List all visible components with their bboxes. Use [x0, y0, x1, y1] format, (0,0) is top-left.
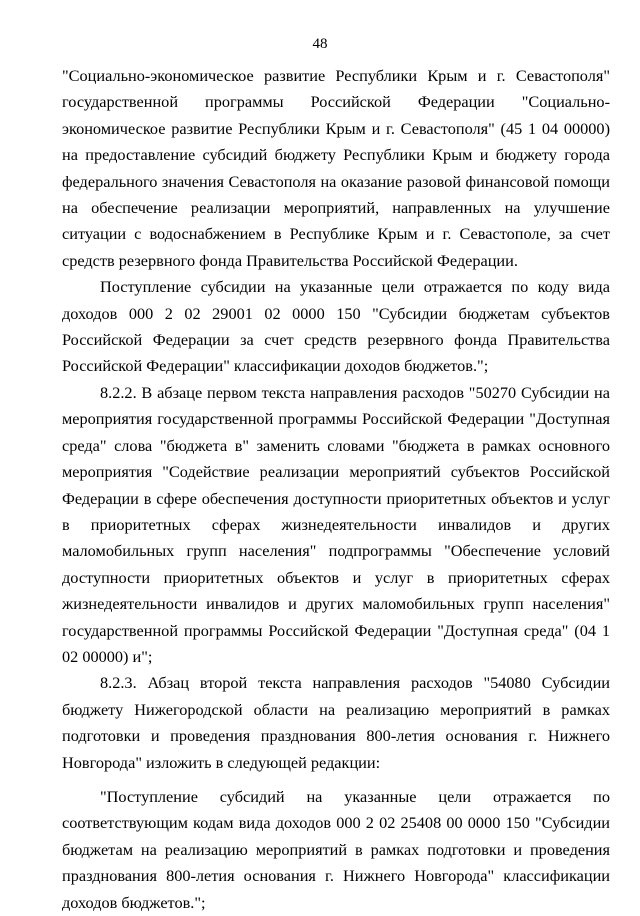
paragraph-subsidy-code: Поступление субсидии на указанные цели отражается по коду вида доходов 000 2 02 29001 02 0000 150 "Субсидии бюджетам субъектов Российской Федерации за счет средств резервного фонда Правительства Российской Федерации" классификации доходов бюджетов."; [62, 277, 610, 376]
paragraph-continuation: "Социально-экономическое развитие Республики Крым и г. Севастополя" государственной программы Российской Федерации "Социально-экономическое развитие Республики Крым и г. Севастополя" (45 1 04 00000) на предоставление субсидий бюджету Республики Крым и бюджету города федерального значения Севастополя на оказание разовой финансовой помощи на обеспечение реализации мероприятий, направленных на улучшение ситуации с водоснабжением в Республике Крым и г. Севастополе, за счет средств резервного фонда Правительства Российской Федерации. [62, 66, 610, 270]
page-number: 48 [312, 36, 328, 52]
paragraph-quoted-revision: "Поступление субсидий на указанные цели отражается по соответствующим кодам вида доходов 000 2 02 25408 00 0000 150 "Субсидии бюджетам на реализацию мероприятий в рамках подготовки и проведения празднования 800-летия основания г. Нижнего Новгорода" классификации доходов бюджетов."; [62, 786, 610, 912]
paragraph-gap [62, 776, 610, 784]
paragraph-8-2-2: 8.2.2. В абзаце первом текста направления расходов "50270 Субсидии на мероприятия государственной программы Российской Федерации "Доступная среда" слова "бюджета в" заменить словами "бюджета в рамках основного мероприятия "Содействие реализации мероприятий субъектов Российской Федерации в сфере обеспечения доступности приоритетных объектов и услуг в приоритетных сферах жизнедеятельности инвалидов и других маломобильных групп населения" подпрограммы "Обеспечение условий доступности приоритетных объектов и услуг в приоритетных сферах жизнедеятельности инвалидов и других маломобильных групп населения" государственной программы Российской Федерации "Доступная среда" (04 1 02 00000) и"; [62, 382, 610, 666]
document-body [62, 63, 610, 916]
paragraph-8-2-3: 8.2.3. Абзац второй текста направления расходов "54080 Субсидии бюджету Нижегородской области на реализацию мероприятий в рамках подготовки и проведения празднования 800-летия основания г. Нижнего Новгорода" изложить в следующей редакции: [62, 673, 610, 772]
